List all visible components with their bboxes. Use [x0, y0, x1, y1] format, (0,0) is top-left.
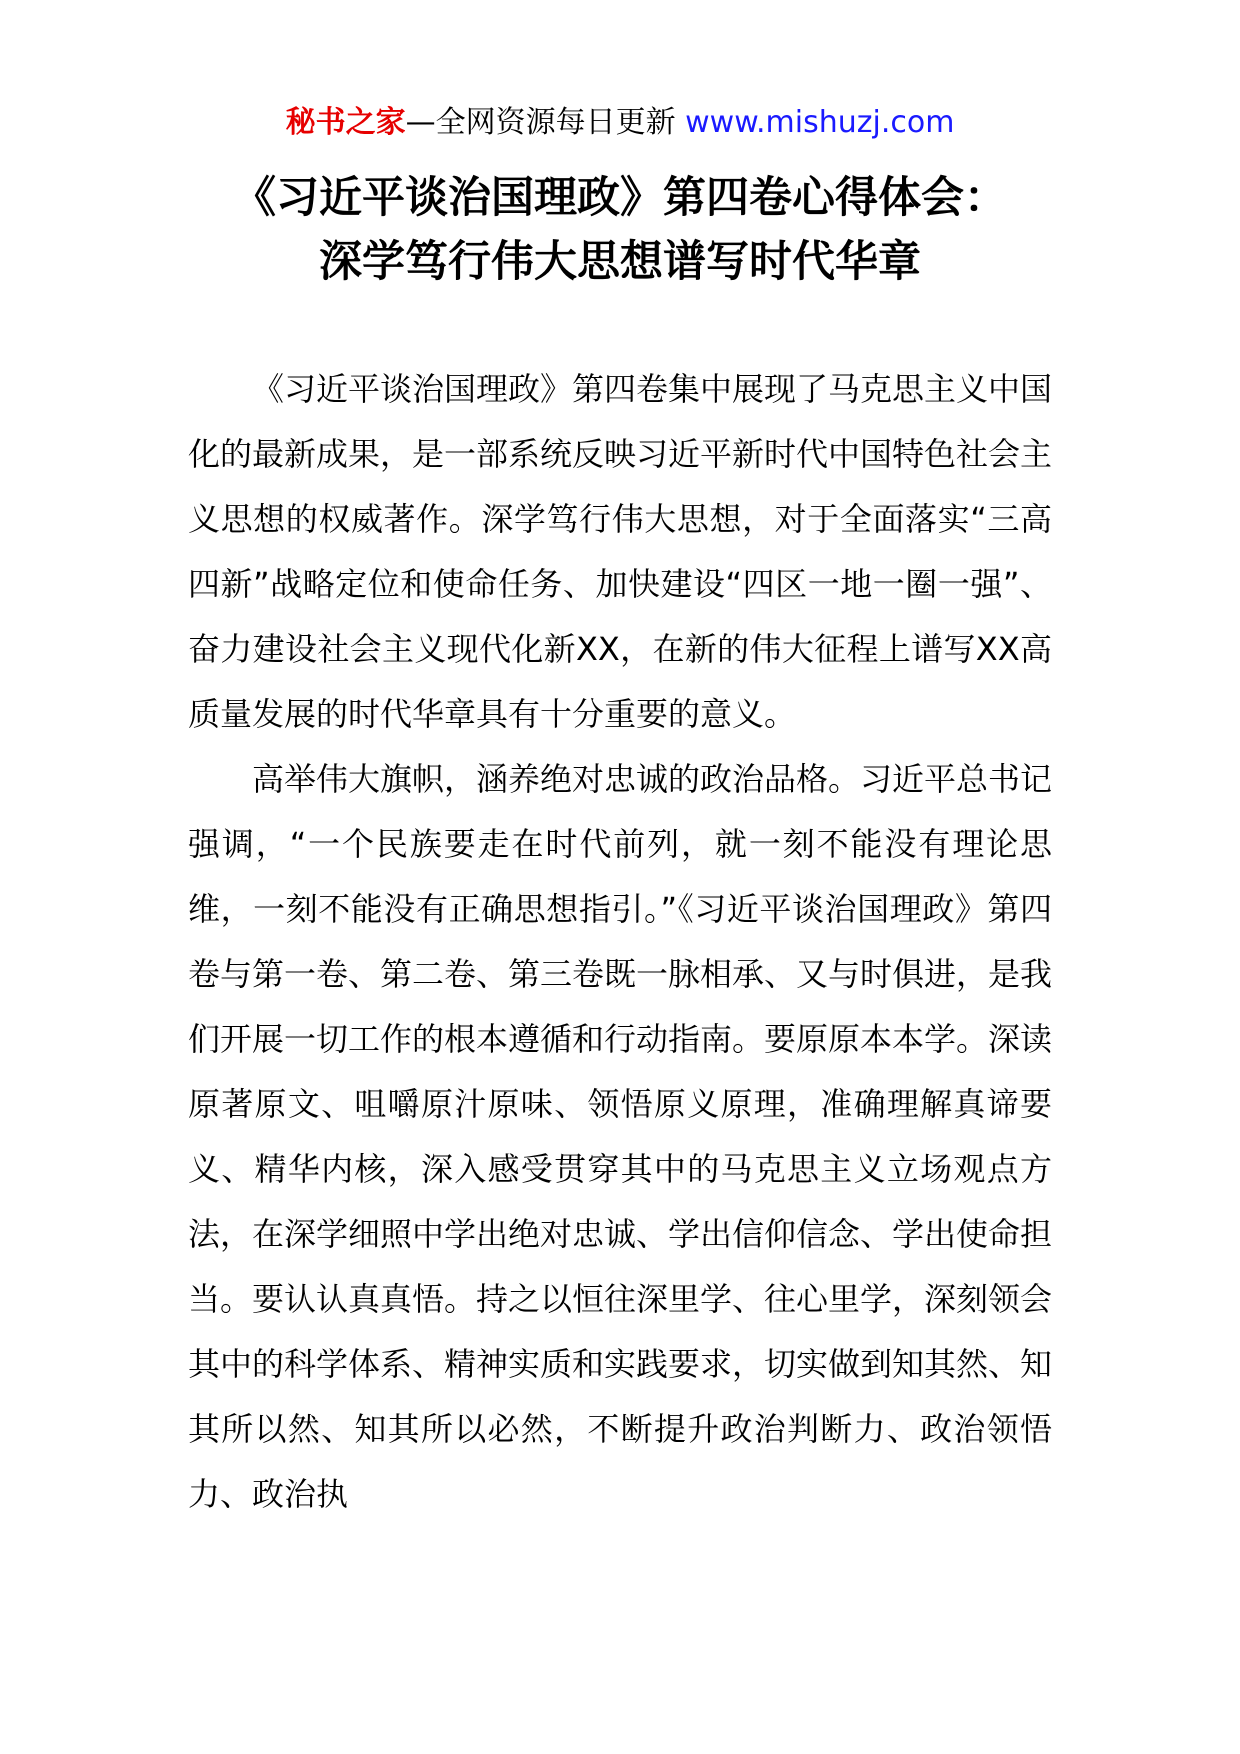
site-header — [0, 100, 1240, 146]
site-slogan: —全网资源每日更新 — [405, 105, 686, 140]
paragraph-intro: 《习近平谈治国理政》第四卷集中展现了马克思主义中国化的最新成果，是一部系统反映习近平新时代中国特色社会主义思想的权威著作。深学笃行伟大思想，对于全面落实“三高四新”战略定位和使命任务、加快建设“四区一地一圈一强”、奋力建设社会主义现代化新XX，在新的伟大征程上谱写XX高质量发展的时代华章具有十分重要的意义。 — [188, 370, 1053, 733]
site-brand: 秘书之家 — [285, 105, 406, 140]
title-line-1: 《习近平谈治国理政》第四卷心得体会： — [233, 173, 1007, 223]
paragraph-banner: 高举伟大旗帜，涵养绝对忠诚的政治品格。习近平总书记强调，“一个民族要走在时代前列，就一刻不能没有理论思维，一刻不能没有正确思想指引。”《习近平谈治国理政》第四卷与第一卷、第二卷、第三卷既一脉相承、又与时俱进，是我们开展一切工作的根本遵循和行动指南。要原原本本学。深读原著原文、咀嚼原汁原味、领悟原义原理，准确理解真谛要义、精华内核，深入感受贯穿其中的马克思主义立场观点方法，在深学细照中学出绝对忠诚、学出信仰信念、学出使命担当。要认认真真悟。持之以恒往深里学、往心里学，深刻领会其中的科学体系、精神实质和实践要求，切实做到知其然、知其所以然、知其所以必然，不断提升政治判断力、政治领悟力、政治执 — [188, 760, 1053, 1513]
document-body — [188, 357, 1052, 1527]
title-line-2: 深学笃行伟大思想谱写时代华章 — [319, 237, 921, 287]
site-url-link[interactable]: www.mishuzj.com — [685, 105, 955, 140]
document-title — [140, 166, 1100, 294]
